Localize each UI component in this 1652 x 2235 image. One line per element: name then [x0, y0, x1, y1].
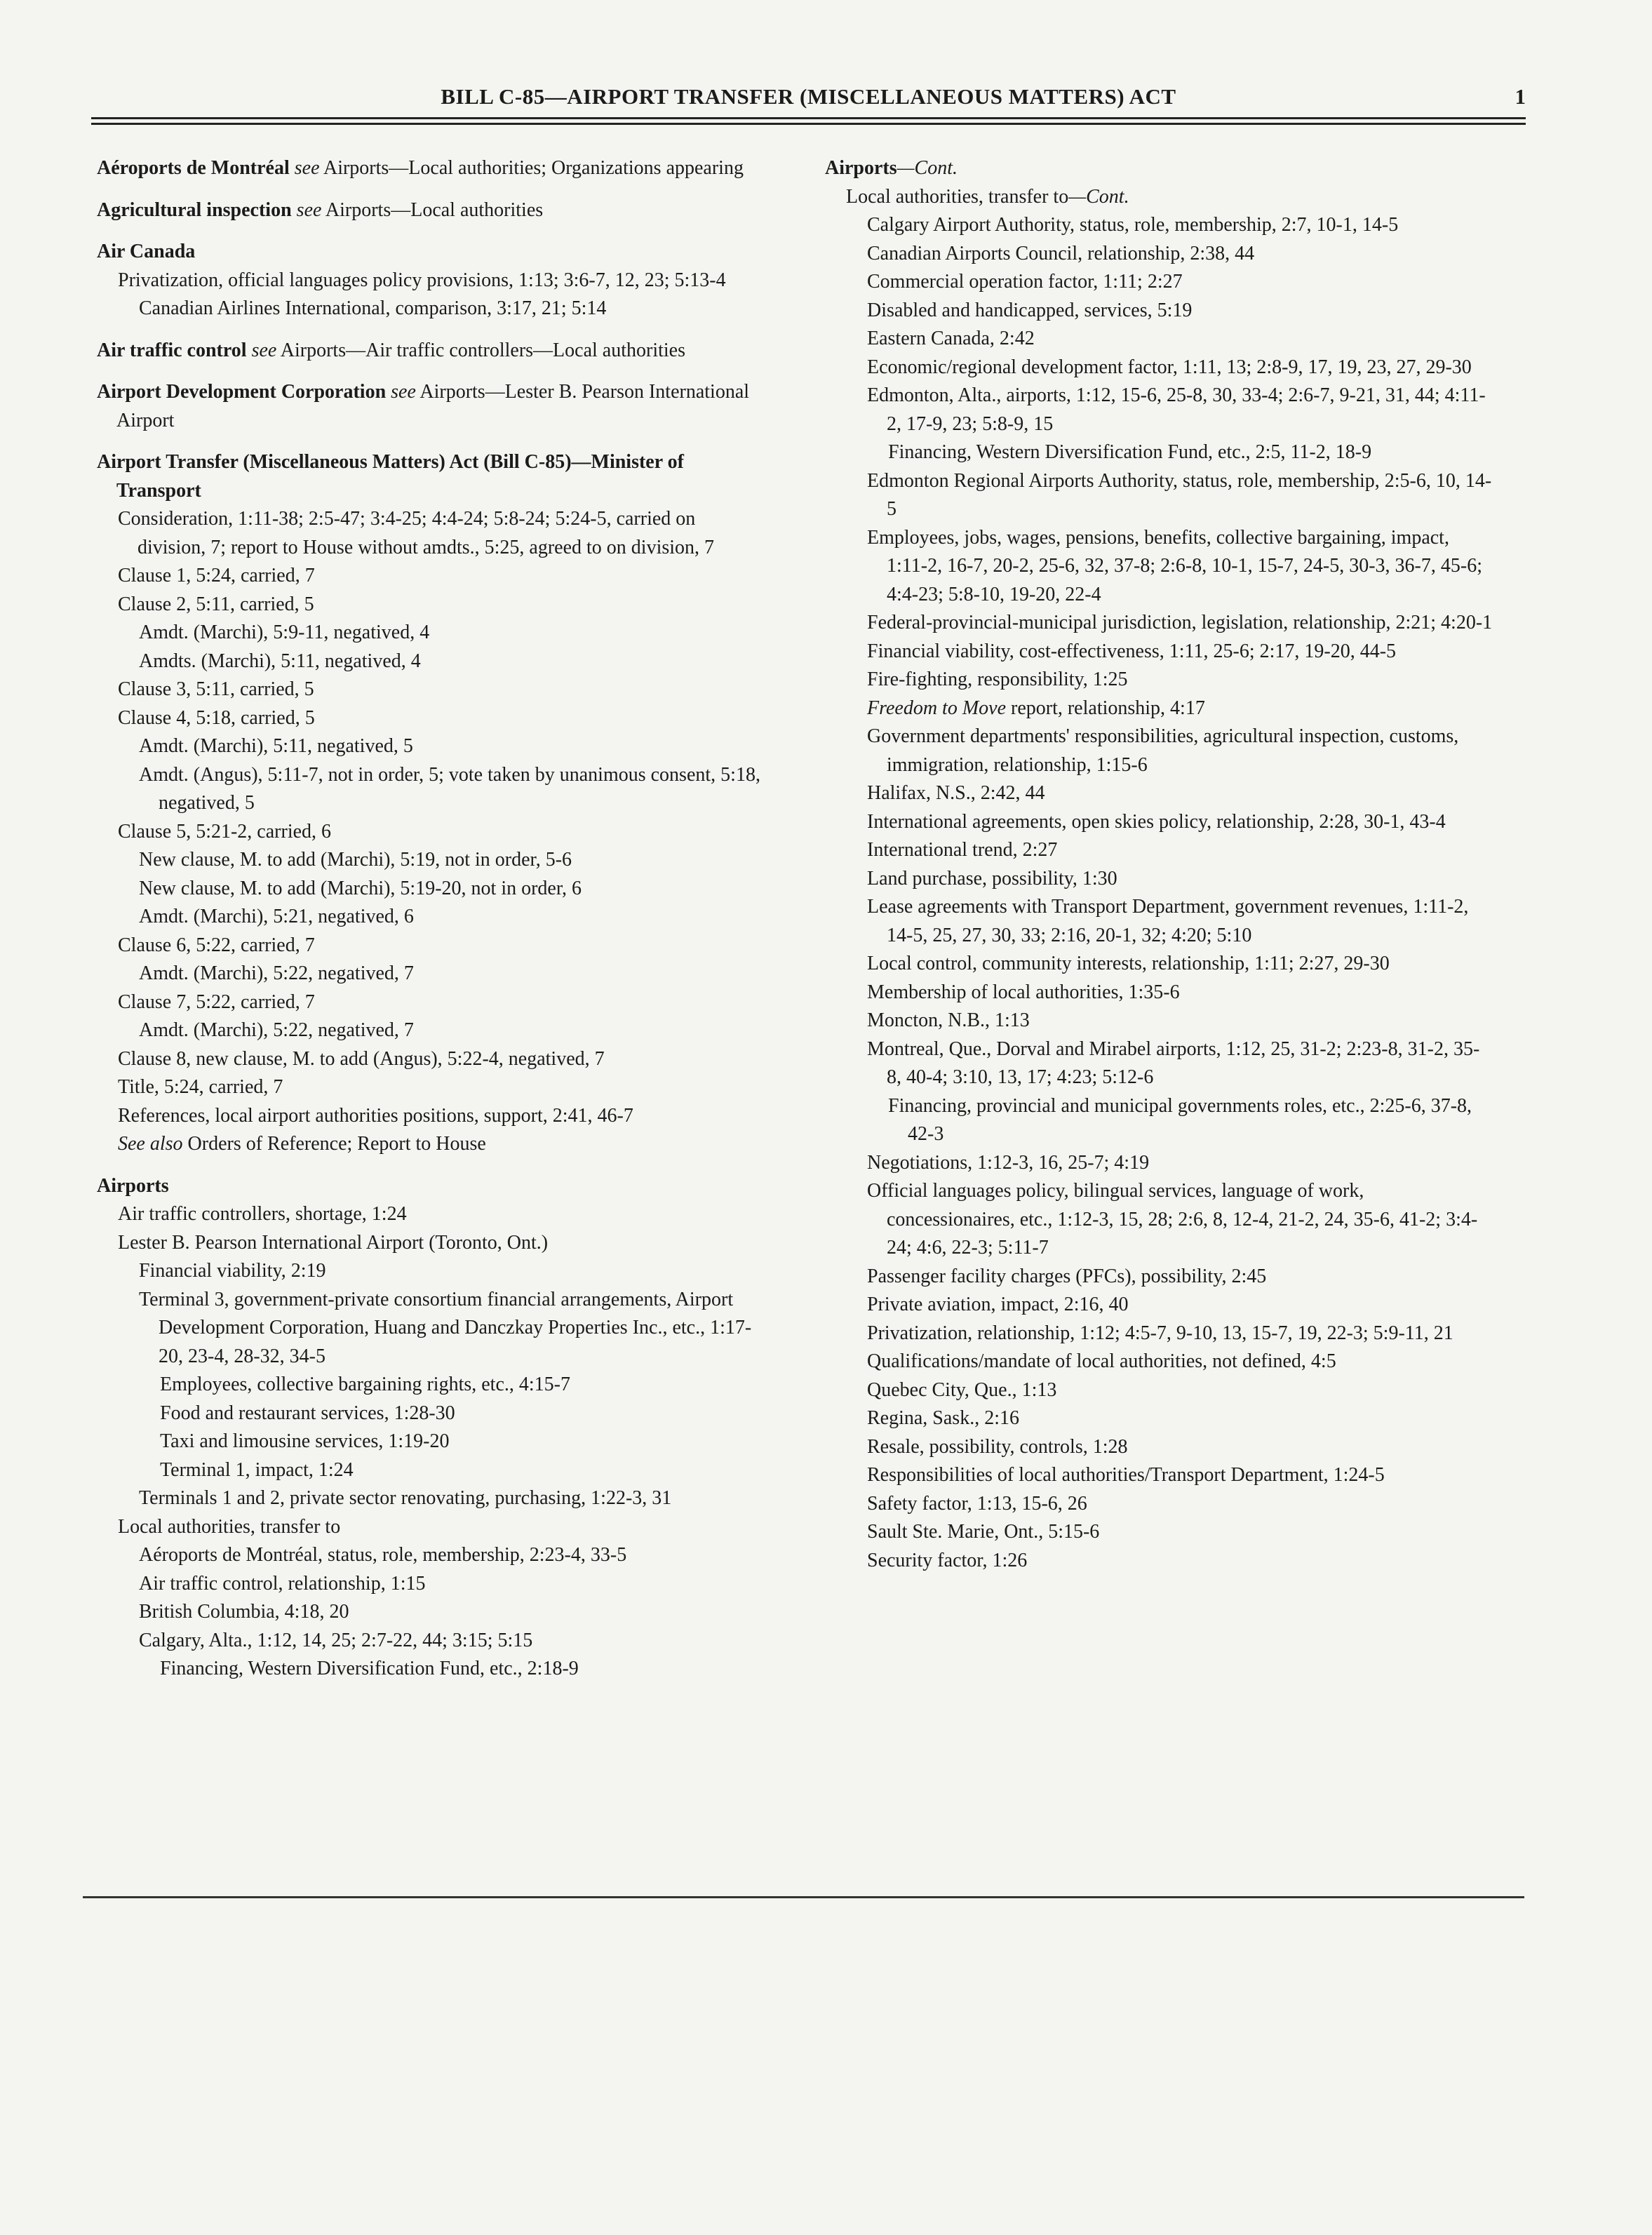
index-subentry — [97, 1627, 763, 1656]
header-rule-top — [91, 117, 1526, 119]
entry-text: Privatization, relationship, 1:12; 4:5-7, 9-10, 13, 15-7, 19, 22-3; 5:9-11, 21 — [867, 1322, 1453, 1344]
entry-text: Local control, community interests, relationship, 1:11; 2:27, 29-30 — [867, 953, 1390, 974]
index-subentry — [825, 438, 1493, 467]
index-subentry — [97, 1428, 763, 1456]
index-subentry — [825, 723, 1493, 779]
entry-text: Resale, possibility, controls, 1:28 — [867, 1435, 1128, 1458]
index-column-left — [97, 154, 763, 1684]
index-subentry — [97, 1045, 763, 1074]
index-subentry — [97, 875, 763, 904]
index-subentry — [825, 1518, 1493, 1547]
entry-text: Clause 6, 5:22, carried, 7 — [118, 934, 315, 956]
index-subentry — [825, 1007, 1493, 1035]
entry-text: Commercial operation factor, 1:11; 2:27 — [867, 271, 1183, 293]
entry-text: Security factor, 1:26 — [867, 1549, 1028, 1571]
index-subentry — [97, 1229, 763, 1258]
index-subentry — [97, 1541, 763, 1570]
entry-text: Terminals 1 and 2, private sector renovating, purchasing, 1:22-3, 31 — [139, 1487, 672, 1509]
see-reference: see — [294, 157, 320, 179]
entry-text: Amdt. (Marchi), 5:21, negatived, 6 — [139, 906, 414, 927]
entry-text: Local authorities, transfer to — [846, 185, 1069, 208]
index-column-right — [825, 154, 1493, 1575]
entry-text: Moncton, N.B., 1:13 — [867, 1009, 1030, 1031]
index-subentry — [97, 1570, 763, 1599]
entry-text: Amdt. (Marchi), 5:22, negatived, 7 — [139, 962, 414, 984]
see-reference: see — [391, 381, 416, 403]
index-subentry — [97, 1073, 763, 1102]
entry-text: Edmonton, Alta., airports, 1:12, 15-6, 25-8, 30, 33-4; 2:6-7, 9-21, 31, 44; 4:11-2, 17-9, 23; 5:8-9, 15 — [867, 384, 1486, 435]
index-subentry — [825, 183, 1493, 212]
entry-text: Edmonton Regional Airports Authority, status, role, membership, 2:5-6, 10, 14-5 — [867, 469, 1492, 520]
index-subentry — [97, 1484, 763, 1513]
index-heading — [97, 238, 763, 267]
entry-text: Passenger facility charges (PFCs), possibility, 2:45 — [867, 1265, 1267, 1287]
index-subentry — [825, 836, 1493, 865]
entry-text: Lease agreements with Transport Department, government revenues, 1:11-2, 14-5, 25, 27, 30, 33; 2:16, 20-1, 32; 4:20; 5:10 — [867, 896, 1469, 946]
index-subentry — [825, 1291, 1493, 1320]
index-subentry — [97, 704, 763, 733]
index-subentry — [97, 1513, 763, 1542]
index-subentry — [825, 1376, 1493, 1405]
index-subentry — [825, 1490, 1493, 1519]
index-subentry — [825, 1263, 1493, 1291]
entry-text: Taxi and limousine services, 1:19-20 — [160, 1430, 450, 1452]
index-subentry — [97, 1200, 763, 1229]
entry-text: Financing, provincial and municipal governments roles, etc., 2:25-6, 37-8, 42-3 — [888, 1094, 1472, 1145]
continued-marker: —Cont. — [1068, 185, 1129, 208]
heading-term: Agricultural inspection — [97, 199, 292, 221]
entry-text: Lester B. Pearson International Airport (Toronto, Ont.) — [118, 1231, 549, 1254]
index-subentry — [97, 647, 763, 676]
index-subentry — [825, 240, 1493, 269]
index-subentry — [97, 1286, 763, 1371]
entry-text: Qualifications/mandate of local authorities, not defined, 4:5 — [867, 1350, 1336, 1372]
index-subentry — [97, 903, 763, 932]
index-subentry — [825, 1348, 1493, 1376]
index-subentry — [97, 1016, 763, 1045]
index-subentry — [97, 1371, 763, 1400]
continued-marker: —Cont. — [896, 157, 958, 179]
entry-text: Eastern Canada, 2:42 — [867, 328, 1035, 349]
entry-text: Government departments' responsibilities, agricultural inspection, customs, immigration, relationship, 1:15-6 — [867, 725, 1459, 776]
index-subentry — [97, 932, 763, 960]
entry-text: Amdt. (Marchi), 5:9-11, negatived, 4 — [139, 622, 430, 643]
entry-text: Food and restaurant services, 1:28-30 — [160, 1402, 455, 1424]
entry-text: Disabled and handicapped, services, 5:19 — [867, 299, 1193, 321]
entry-text: Privatization, official languages policy provisions, 1:13; 3:6-7, 12, 23; 5:13-4 — [118, 269, 726, 291]
entry-text: Official languages policy, bilingual services, language of work, concessionaires, etc., 1:12-3, 15, 28; 2:6, 8, 12-4, 21-2, 24, 35-6, 41-2; 3:4-24; 4:6, 22-3; 5:11-7 — [867, 1180, 1478, 1259]
entry-text: Sault Ste. Marie, Ont., 5:15-6 — [867, 1521, 1100, 1543]
index-subentry — [825, 609, 1493, 638]
entry-text: International agreements, open skies policy, relationship, 2:28, 30-1, 43-4 — [867, 810, 1446, 833]
index-heading — [97, 378, 763, 435]
heading-term: Airports — [97, 1174, 169, 1197]
entry-text: Amdts. (Marchi), 5:11, negatived, 4 — [139, 650, 421, 672]
entry-text: Aéroports de Montréal, status, role, membership, 2:23-4, 33-5 — [139, 1544, 627, 1566]
entry-text: Clause 7, 5:22, carried, 7 — [118, 991, 315, 1013]
entry-text: Clause 1, 5:24, carried, 7 — [118, 565, 315, 586]
entry-text: Financing, Western Diversification Fund, etc., 2:18-9 — [160, 1658, 579, 1679]
index-subentry — [97, 846, 763, 875]
footer-rule — [83, 1896, 1524, 1898]
see-reference: see — [296, 199, 322, 221]
index-subentry — [825, 467, 1493, 524]
entry-text: Land purchase, possibility, 1:30 — [867, 867, 1117, 890]
entry-text: Air traffic control, relationship, 1:15 — [139, 1572, 426, 1595]
index-subentry — [825, 1149, 1493, 1178]
index-subentry — [97, 619, 763, 647]
index-subentry — [97, 676, 763, 704]
heading-term: Air Canada — [97, 241, 196, 262]
entry-text: International trend, 2:27 — [867, 839, 1058, 861]
index-subentry — [825, 354, 1493, 382]
entry-text: Quebec City, Que., 1:13 — [867, 1378, 1057, 1401]
entry-text: Montreal, Que., Dorval and Mirabel airports, 1:12, 25, 31-2; 2:23-8, 31-2, 35-8, 40-4; 3:10, 13, 17; 4:23; 5:12-6 — [867, 1038, 1480, 1088]
entry-text: Financial viability, cost-effectiveness, 1:11, 25-6; 2:17, 19-20, 44-5 — [867, 640, 1397, 662]
index-subentry — [825, 979, 1493, 1007]
italic-title: Freedom to Move — [867, 697, 1006, 719]
index-subentry — [97, 267, 763, 295]
index-subentry — [825, 325, 1493, 354]
index-subentry — [825, 1092, 1493, 1149]
index-subentry — [97, 591, 763, 619]
index-subentry — [97, 988, 763, 1017]
heading-term: Airports — [825, 157, 897, 179]
index-heading — [97, 154, 763, 183]
index-subentry — [97, 960, 763, 988]
entry-text: Airports—Local authorities; Organizations appearing — [319, 157, 744, 179]
index-subentry — [825, 382, 1493, 438]
entry-text: Clause 3, 5:11, carried, 5 — [118, 678, 314, 700]
see-reference: see — [251, 339, 277, 361]
entry-text: Terminal 3, government-private consortium financial arrangements, Airport Development Corporation, Huang and Danczkay Properties Inc., etc., 1:17-20, 23-4, 28-32, 34-5 — [139, 1288, 752, 1367]
entry-text: Canadian Airports Council, relationship, 2:38, 44 — [867, 242, 1255, 264]
index-subentry — [825, 865, 1493, 894]
entry-text: Consideration, 1:11-38; 2:5-47; 3:4-25; 4:4-24; 5:8-24; 5:24-5, carried on division, 7; report to House without amdts., 5:25, agreed to on division, 7 — [118, 508, 715, 558]
entry-text: Halifax, N.S., 2:42, 44 — [867, 782, 1045, 804]
index-subentry — [97, 1598, 763, 1627]
entry-text: Airports—Air traffic controllers—Local authorities — [276, 339, 685, 361]
index-heading — [97, 337, 763, 365]
index-subentry — [825, 1547, 1493, 1576]
index-subentry — [825, 779, 1493, 808]
page-number: 1 — [1515, 84, 1526, 109]
entry-text: Calgary, Alta., 1:12, 14, 25; 2:7-22, 44; 3:15; 5:15 — [139, 1629, 533, 1651]
index-subentry — [97, 761, 763, 818]
entry-text: Airports—Local authorities — [321, 199, 544, 221]
entry-text: Calgary Airport Authority, status, role, membership, 2:7, 10-1, 14-5 — [867, 214, 1399, 236]
index-subentry — [97, 818, 763, 847]
heading-term: Aéroports de Montréal — [97, 157, 290, 179]
index-subentry — [97, 562, 763, 591]
index-subentry — [825, 808, 1493, 837]
entry-text: Private aviation, impact, 2:16, 40 — [867, 1294, 1129, 1315]
entry-text: Amdt. (Marchi), 5:22, negatived, 7 — [139, 1019, 414, 1041]
entry-text: Employees, collective bargaining rights, etc., 4:15-7 — [160, 1374, 570, 1395]
entry-text: New clause, M. to add (Marchi), 5:19-20, not in order, 6 — [139, 877, 582, 899]
entry-text: Federal-provincial-municipal jurisdiction, legislation, relationship, 2:21; 4:20-1 — [867, 612, 1493, 633]
entry-text: Local authorities, transfer to — [118, 1515, 341, 1538]
index-heading — [825, 154, 1493, 183]
index-subentry — [825, 211, 1493, 240]
entry-text: Orders of Reference; Report to House — [182, 1133, 486, 1155]
index-subentry — [825, 666, 1493, 694]
heading-term: Airport Development Corporation — [97, 381, 387, 403]
index-heading — [97, 196, 763, 225]
entry-text: Airports—Lester B. Pearson International Airport — [116, 381, 750, 431]
index-subentry — [97, 1456, 763, 1485]
index-subentry — [825, 694, 1493, 723]
entry-text: Responsibilities of local authorities/Transport Department, 1:24-5 — [867, 1464, 1385, 1486]
entry-text: Membership of local authorities, 1:35-6 — [867, 981, 1180, 1003]
index-subentry — [825, 524, 1493, 610]
entry-text: Financing, Western Diversification Fund, etc., 2:5, 11-2, 18-9 — [888, 441, 1372, 463]
index-subentry — [97, 295, 763, 323]
index-subentry — [825, 1177, 1493, 1263]
entry-text: report, relationship, 4:17 — [1006, 697, 1205, 719]
entry-text: References, local airport authorities positions, support, 2:41, 46-7 — [118, 1104, 633, 1127]
entry-text: Clause 4, 5:18, carried, 5 — [118, 706, 315, 729]
entry-text: Title, 5:24, carried, 7 — [118, 1076, 283, 1098]
index-subentry — [825, 1461, 1493, 1490]
entry-text: Financial viability, 2:19 — [139, 1260, 326, 1282]
entry-text: British Columbia, 4:18, 20 — [139, 1601, 349, 1623]
index-subentry — [825, 950, 1493, 979]
entry-text: Air traffic controllers, shortage, 1:24 — [118, 1203, 407, 1225]
entry-text: Terminal 1, impact, 1:24 — [160, 1458, 354, 1481]
entry-text: Fire-fighting, responsibility, 1:25 — [867, 669, 1128, 690]
heading-term: Airport Transfer (Miscellaneous Matters) Act (Bill C-85)—Minister of Transport — [97, 451, 684, 502]
index-subentry — [97, 505, 763, 562]
entry-text: Canadian Airlines International, comparison, 3:17, 21; 5:14 — [139, 297, 607, 319]
header-rule-bottom — [91, 123, 1526, 125]
entry-text: Negotiations, 1:12-3, 16, 25-7; 4:19 — [867, 1151, 1150, 1174]
index-heading — [97, 448, 763, 505]
entry-text: Clause 8, new clause, M. to add (Angus), 5:22-4, negatived, 7 — [118, 1047, 605, 1070]
index-heading — [97, 1172, 763, 1201]
entry-text: Clause 2, 5:11, carried, 5 — [118, 593, 314, 615]
index-subentry — [97, 1655, 763, 1684]
index-subentry — [97, 1400, 763, 1428]
index-subentry — [825, 1433, 1493, 1462]
index-subentry — [97, 732, 763, 761]
index-subentry — [825, 297, 1493, 325]
index-subentry — [97, 1130, 763, 1159]
index-subentry — [825, 1035, 1493, 1092]
index-subentry — [825, 893, 1493, 950]
entry-text: New clause, M. to add (Marchi), 5:19, not in order, 5-6 — [139, 849, 572, 871]
see-reference: See also — [118, 1133, 183, 1155]
entry-text: Clause 5, 5:21-2, carried, 6 — [118, 820, 332, 843]
index-subentry — [825, 1404, 1493, 1433]
entry-text: Amdt. (Marchi), 5:11, negatived, 5 — [139, 735, 413, 757]
index-subentry — [825, 268, 1493, 297]
running-head: BILL C-85—AIRPORT TRANSFER (MISCELLANEOUS MATTERS) ACT — [441, 84, 1176, 109]
entry-text: Amdt. (Angus), 5:11-7, not in order, 5; vote taken by unanimous consent, 5:18, negatived, 5 — [139, 763, 760, 814]
index-subentry — [825, 638, 1493, 666]
entry-text: Regina, Sask., 2:16 — [867, 1407, 1019, 1429]
index-subentry — [825, 1320, 1493, 1348]
entry-text: Safety factor, 1:13, 15-6, 26 — [867, 1492, 1087, 1515]
index-subentry — [97, 1102, 763, 1131]
entry-text: Economic/regional development factor, 1:11, 13; 2:8-9, 17, 19, 23, 27, 29-30 — [867, 356, 1472, 378]
heading-term: Air traffic control — [97, 339, 247, 361]
index-subentry — [97, 1257, 763, 1286]
entry-text: Employees, jobs, wages, pensions, benefits, collective bargaining, impact, 1:11-2, 16-7, 20-2, 25-6, 32, 37-8; 2:6-8, 10-1, 15-7, 24-5, 30-3, 36-7, 45-6; 4:4-23; 5:8-10, 19-20, 22-4 — [867, 526, 1482, 605]
